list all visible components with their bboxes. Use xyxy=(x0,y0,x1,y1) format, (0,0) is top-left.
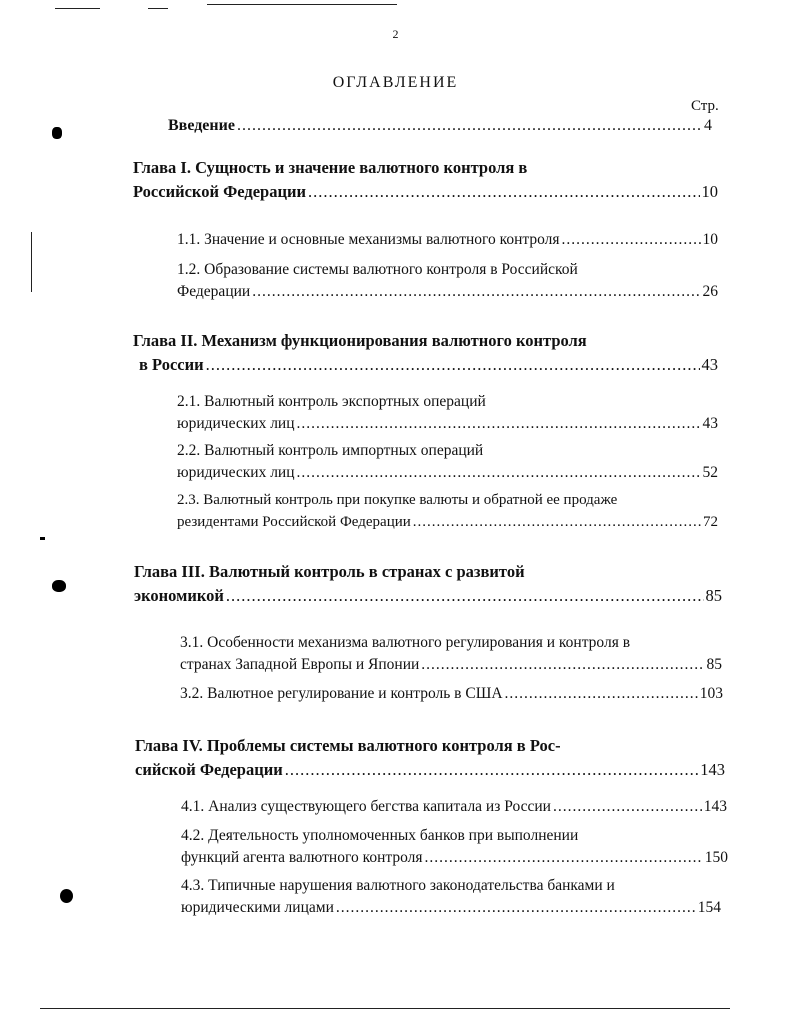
leader-dots xyxy=(297,462,701,484)
speck-mark xyxy=(40,537,45,540)
toc-section-page: 72 xyxy=(703,514,718,530)
toc-entry-page: 4 xyxy=(704,117,712,134)
toc-chapter-title-line1: Глава IV. Проблемы системы валютного контроля в Рос- xyxy=(135,736,561,755)
leader-dots xyxy=(297,413,701,435)
toc-section-title-line1: 4.3. Типичные нарушения валютного законодательства банками и xyxy=(181,877,615,894)
leader-dots xyxy=(237,115,702,137)
toc-entry-label: Введение xyxy=(168,117,235,134)
toc-section-page: 103 xyxy=(699,685,723,702)
punch-hole-mark-2 xyxy=(52,580,66,592)
toc-chapter-title-line2: Российской Федерации xyxy=(133,182,306,201)
toc-section-page: 154 xyxy=(697,899,721,916)
toc-section-page: 10 xyxy=(702,231,718,248)
toc-entry-intro[interactable] xyxy=(168,115,712,137)
toc-chapter-title-line2: сийской Федерации xyxy=(135,760,283,779)
toc-section-title-line2: функций агента валютного контроля xyxy=(181,849,423,866)
punch-hole-mark-3 xyxy=(60,889,73,903)
toc-chapter-page: 85 xyxy=(705,586,722,605)
toc-chapter-4[interactable] xyxy=(135,734,725,782)
toc-chapter-title-line2: экономикой xyxy=(134,586,224,605)
toc-section-page: 85 xyxy=(706,656,722,673)
toc-section-page: 143 xyxy=(703,798,727,815)
toc-section-4-1[interactable] xyxy=(181,796,727,818)
toc-chapter-title-line2: в России xyxy=(139,355,204,374)
page-column-label: Стр. xyxy=(691,98,719,114)
scan-line-top-right xyxy=(207,4,397,5)
leader-dots xyxy=(206,353,700,377)
toc-section-title-line1: 2.3. Валютный контроль при покупке валюты и обратной ее продаже xyxy=(177,492,618,508)
punch-hole-mark-1 xyxy=(52,127,62,139)
toc-section-title: 4.1. Анализ существующего бегства капитала из России xyxy=(181,798,551,815)
leader-dots xyxy=(226,584,704,608)
toc-chapter-title-line1: Глава III. Валютный контроль в странах с развитой xyxy=(134,562,525,581)
leader-dots xyxy=(553,796,702,818)
toc-section-title-line1: 2.2. Валютный контроль импортных операций xyxy=(177,442,484,459)
leader-dots xyxy=(252,281,700,303)
toc-section-page: 150 xyxy=(704,849,728,866)
toc-section-2-1[interactable] xyxy=(177,391,718,435)
toc-section-title-line1: 2.1. Валютный контроль экспортных операций xyxy=(177,393,486,410)
page-number: 2 xyxy=(392,27,399,41)
leader-dots xyxy=(505,683,698,705)
toc-section-4-2[interactable] xyxy=(181,825,728,869)
toc-chapter-page: 43 xyxy=(701,355,718,374)
page-title: ОГЛАВЛЕНИЕ xyxy=(332,74,459,91)
toc-section-4-3[interactable] xyxy=(181,875,721,919)
toc-section-title: 1.1. Значение и основные механизмы валютного контроля xyxy=(177,231,560,248)
leader-dots xyxy=(421,654,704,676)
toc-section-1-1[interactable] xyxy=(177,229,718,251)
toc-chapter-1[interactable] xyxy=(133,156,718,204)
toc-section-title-line1: 3.1. Особенности механизма валютного регулирования и контроля в xyxy=(180,634,631,651)
toc-section-page: 43 xyxy=(702,415,718,432)
toc-chapter-2[interactable] xyxy=(133,329,718,377)
toc-chapter-page: 10 xyxy=(701,182,718,201)
toc-section-title-line2: Федерации xyxy=(177,283,251,300)
scan-line-top-mid xyxy=(148,8,168,9)
leader-dots xyxy=(562,229,701,251)
toc-section-title-line2: резидентами Российской Федерации xyxy=(177,514,411,530)
toc-chapter-page: 143 xyxy=(700,760,725,779)
toc-section-title-line2: юридических лиц xyxy=(177,464,295,481)
toc-section-title-line2: юридических лиц xyxy=(177,415,295,432)
toc-chapter-3[interactable] xyxy=(134,560,722,608)
toc-section-title-line1: 4.2. Деятельность уполномоченных банков при выполнении xyxy=(181,827,579,844)
toc-section-title-line1: 1.2. Образование системы валютного контроля в Российской xyxy=(177,261,578,278)
toc-section-3-1[interactable] xyxy=(180,632,722,676)
toc-section-page: 26 xyxy=(702,283,718,300)
leader-dots xyxy=(424,847,702,869)
toc-section-title-line2: странах Западной Европы и Японии xyxy=(180,656,420,673)
toc-section-2-2[interactable] xyxy=(177,440,718,484)
leader-dots xyxy=(308,180,700,204)
toc-section-3-2[interactable] xyxy=(180,683,723,705)
toc-section-title: 3.2. Валютное регулирование и контроль в США xyxy=(180,685,503,702)
toc-section-1-2[interactable] xyxy=(177,259,718,303)
toc-chapter-title-line1: Глава II. Механизм функционирования валютного контроля xyxy=(133,331,587,350)
leader-dots xyxy=(285,758,699,782)
toc-chapter-title-line1: Глава I. Сущность и значение валютного контроля в xyxy=(133,158,528,177)
scan-line-top-left xyxy=(55,8,100,9)
scan-line-left-vertical xyxy=(31,232,32,292)
toc-section-title-line2: юридическими лицами xyxy=(181,899,334,916)
leader-dots xyxy=(336,897,696,919)
scan-line-bottom xyxy=(40,1008,730,1009)
toc-section-2-3[interactable] xyxy=(177,489,718,533)
toc-section-page: 52 xyxy=(702,464,718,481)
leader-dots xyxy=(413,511,701,533)
